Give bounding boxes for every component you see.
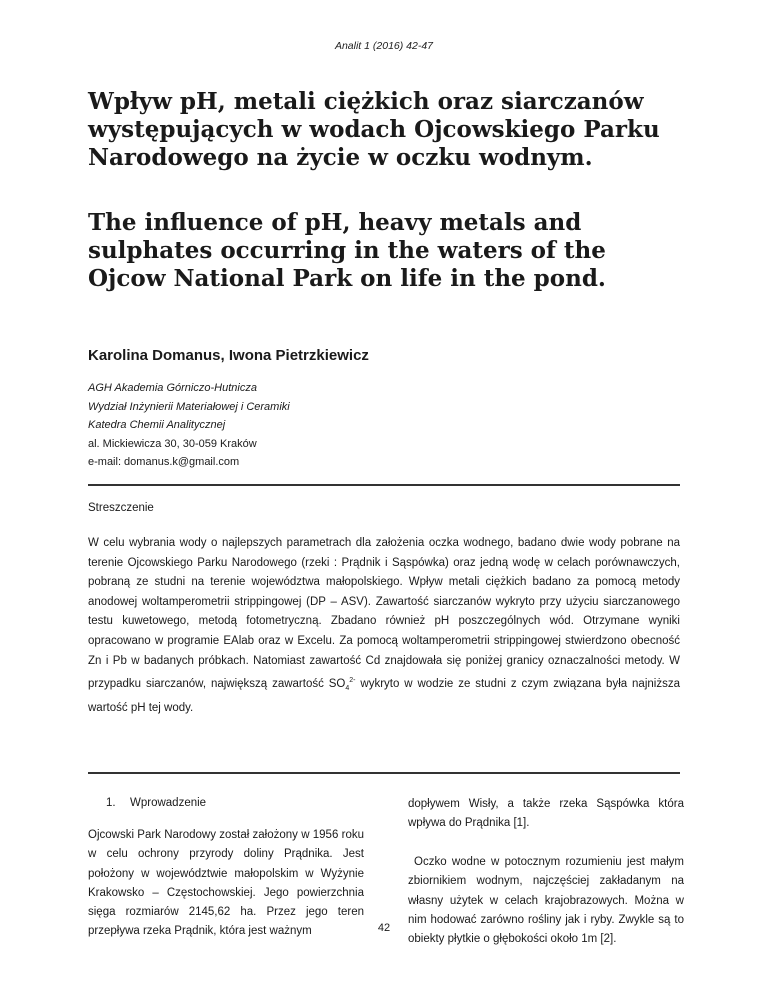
divider-bottom [88,772,680,774]
affiliation [88,379,290,472]
divider-top [88,484,680,486]
authors: Karolina Domanus, Iwona Pietrzkiewicz [88,347,369,364]
running-head: Analit 1 (2016) 42-47 [334,40,434,52]
affiliation-faculty: Wydział Inżynierii Materiałowej i Ceramiki [88,400,290,413]
page-number: 42 [377,922,391,934]
affiliation-address: al. Mickiewicza 30, 30-059 Kraków [88,437,257,450]
intro-right-column-para1: dopływem Wisły, a także rzeka Sąspówka która wpływa do Prądnika [1]. [408,798,684,830]
abstract-heading: Streszczenie [88,502,154,514]
sulphate-superscript: 2- [349,677,356,685]
section-title: Wprowadzenie [130,797,207,809]
abstract-body [88,534,680,718]
abstract-text-a: W celu wybrania wody o najlepszych parametrach dla założenia oczka wodnego, badano dwie wody pobrane na terenie Ojcowskiego Parku Narodowego (rzeki : Prądnik i Sąspówka) oraz jedną wodę w celach porównawczych, pobraną ze studni na terenie województwa małopolskiego. Wpływ metali ciężkich badano za pomocą metody anodowej woltamperometrii strippingowej (DP – ASV). Zawartość siarczanów wykryto przy użyciu siarczanowego testu kuwetowego, metodą fotometryczną. Zbadano również pH poszczególnych wód. Otrzymane wyniki opracowano w programie EAlab oraz w Excelu. Za pomocą woltamperometrii strippingowej stwierdzono obecność Zn i Pb w badanych próbkach. Natomiast zawartość Cd znajdowała się poniżej granicy oznaczalności metody. W przypadku siarczanów, największą zawartość SO [88,537,680,690]
affiliation-university: AGH Akademia Górniczo-Hutnicza [88,382,257,394]
section-number: 1. [106,797,116,809]
section-heading [106,797,206,809]
affiliation-department: Katedra Chemii Analitycznej [88,419,226,431]
affiliation-email[interactable]: e-mail: domanus.k@gmail.com [88,456,240,468]
title-english: The influence of pH, heavy metals and sulphates occurring in the waters of the Ojcow National Park on life in the pond. [88,209,606,292]
abstract-text-b: wykryto w wodzie ze studni z czym związana była najniższa wartość pH tej wody. [88,677,680,714]
title-polish: Wpływ pH, metali ciężkich oraz siarczanów występujących w wodach Ojcowskiego Parku Narodowego na życie w oczku wodnym. [88,88,660,171]
intro-right-column-para2: Oczko wodne w potocznym rozumieniu jest małym zbiornikiem wodnym, najczęściej zakładanym na własny użytek w celach krajobrazowych. Można w nim hodować zarówno rośliny jak i ryby. Zwykle są to obiekty płytkie o głębokości około 1m [2]. [408,856,684,946]
sulphate-subscript: 4 [345,685,350,693]
intro-left-column: Ojcowski Park Narodowy został założony w 1956 roku w celu ochrony przyrody doliny Prądnika. Jest położony w województwie małopolskim w Wyżynie Krakowsko – Częstochowskiej. Jego powierzchnia sięga rozmiarów 2145,62 ha. Przez jego teren przepływa rzeka Prądnik, która jest ważnym [88,829,364,938]
